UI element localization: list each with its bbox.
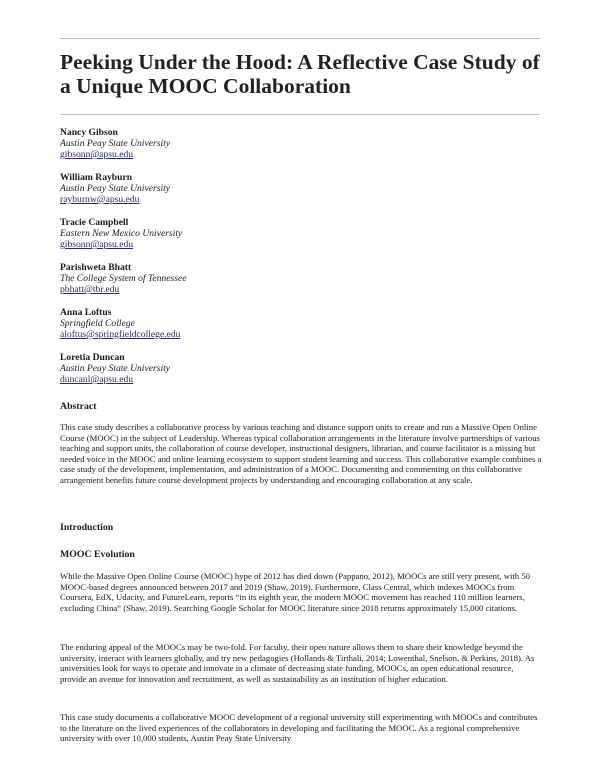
author-name: Tracie Campbell xyxy=(60,217,129,228)
author-block xyxy=(60,217,540,262)
author-email-link[interactable]: rayburnw@apsu.edu xyxy=(60,194,140,205)
author-affiliation: Springfield College xyxy=(60,318,135,329)
abstract-heading: Abstract xyxy=(60,401,97,412)
author-name: Anna Loftus xyxy=(60,307,112,318)
author-email-link[interactable]: aloftus@springfieldcollege.edu xyxy=(60,329,181,340)
body-paragraph: This case study documents a collaborative MOOC development of a regional university still experimenting with MOOCs and contributes to the literature on the lived experiences of the collaborators in developing and facilitating the MOOC. As a regional comprehensive university with over 10,000 students, Austin Peay State University xyxy=(60,712,538,744)
author-affiliation: Austin Peay State University xyxy=(60,363,171,374)
author-name: Nancy Gibson xyxy=(60,127,118,138)
author-list xyxy=(60,127,540,397)
author-affiliation: Austin Peay State University xyxy=(60,183,171,194)
author-affiliation: The College System of Tennessee xyxy=(60,273,187,284)
paper-title: Peeking Under the Hood: A Reflective Case Study of a Unique MOOC Collaboration xyxy=(60,50,540,98)
author-name: Parishweta Bhatt xyxy=(60,262,132,273)
body-paragraph: The enduring appeal of the MOOCs may be two-fold. For faculty, their open nature allows them to share their knowledge beyond the university, interact with learners globally, and try new pedagogies (Hollands & Tirthali, 2014; Lowenthal, Snelson, & Perkins, 2018). As universities look for ways to operate and innovate in a climate of decreasing state funding, MOOCs, an open educational resource, provide an avenue for innovation and recruitment, as well as sustainability as an institution of higher education. xyxy=(60,642,535,684)
author-affiliation: Austin Peay State University xyxy=(60,138,171,149)
author-block xyxy=(60,352,540,397)
author-email-link[interactable]: gibsonn@apsu.edu xyxy=(60,149,134,160)
author-block xyxy=(60,262,540,307)
author-email-link[interactable]: gibsonn@apsu.edu xyxy=(60,239,134,250)
section-subheading: MOOC Evolution xyxy=(60,549,135,560)
abstract-text: This case study describes a collaborative process by various teaching and distance support units to create and run a Massive Open Online Course (MOOC) in the subject of Leadership. Whereas typical collaboration arrangements in the literature involve partnerships of various teaching and support units, the collaboration of course developer, instructional designers, librarian, and course facilitator is a missing but needed voice in the MOOC and online learning ecosystem to support student learning and success. This collaborative example combines a case study of the development, implementation, and administration of a MOOC. Documenting and commenting on this collaborative arrangement benefits future course development projects by understanding and encouraging collaboration at any scale. xyxy=(60,422,542,485)
title-divider xyxy=(60,114,540,115)
author-name: Loretia Duncan xyxy=(60,352,125,363)
body-paragraph: While the Massive Open Online Course (MOOC) hype of 2012 has died down (Pappano, 2012), MOOCs are still very present, with 50 MOOC-based degrees announced between 2017 and 2019 (Shaw, 2019). Furthermore, Class Central, which indexes MOOCs from Coursera, EdX, Udacity, and FutureLearn, reports “in its eighth year, the modern MOOC movement has reached 110 million learners, excluding China” (Shaw, 2019). Searching Google Scholar for MOOC literature since 2018 returns approximately 15,000 citations. xyxy=(60,571,531,613)
introduction-heading: Introduction xyxy=(60,522,114,533)
author-block xyxy=(60,307,540,352)
author-affiliation: Eastern New Mexico University xyxy=(60,228,183,239)
top-divider xyxy=(60,38,540,39)
author-email-link[interactable]: pbhatt@tbr.edu xyxy=(60,284,120,295)
author-block xyxy=(60,127,540,172)
author-email-link[interactable]: duncanl@apsu.edu xyxy=(60,374,134,385)
author-block xyxy=(60,172,540,217)
author-name: William Rayburn xyxy=(60,172,133,183)
